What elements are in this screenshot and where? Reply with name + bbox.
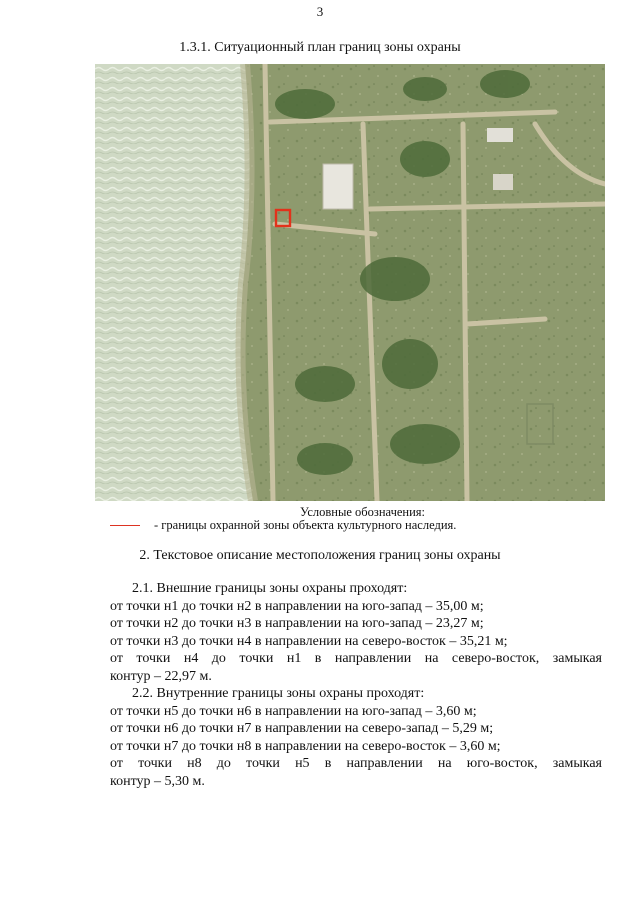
internal-line-tail: контур – 5,30 м. <box>110 773 205 789</box>
internal-line: от точки н8 до точки н5 в направлении на юго-восток, замыкая <box>110 756 602 771</box>
section-title: 1.3.1. Ситуационный план границ зоны охраны <box>179 40 461 55</box>
external-line: от точки н3 до точки н4 в направлении на северо-восток – 35,21 м; <box>110 633 508 649</box>
external-heading: 2.1. Внешние границы зоны охраны проходят: <box>132 581 408 596</box>
internal-heading: 2.2. Внутренние границы зоны охраны проходят: <box>132 686 425 701</box>
legend-entry <box>110 518 456 533</box>
external-line: от точки н4 до точки н1 в направлении на северо-восток, замыкая <box>110 651 602 666</box>
internal-line: от точки н5 до точки н6 в направлении на юго-запад – 3,60 м; <box>110 703 477 719</box>
legend-title: Условные обозначения: <box>300 505 426 519</box>
legend-entry-text: - границы охранной зоны объекта культурного наследия. <box>154 518 457 532</box>
satellite-map <box>95 64 605 501</box>
internal-line: от точки н6 до точки н7 в направлении на северо-запад – 5,29 м; <box>110 721 494 736</box>
satellite-map-image <box>95 64 605 501</box>
page-number: 3 <box>316 4 324 19</box>
description-body <box>110 580 602 790</box>
external-line: от точки н2 до точки н3 в направлении на юго-запад – 23,27 м; <box>110 616 484 631</box>
external-line: от точки н1 до точки н2 в направлении на юго-запад – 35,00 м; <box>110 598 484 614</box>
legend-line-swatch <box>110 525 140 526</box>
internal-line: от точки н7 до точки н8 в направлении на северо-восток – 3,60 м; <box>110 738 501 754</box>
external-line-tail: контур – 22,97 м. <box>110 668 212 684</box>
description-title: 2. Текстовое описание местоположения границ зоны охраны <box>139 548 501 563</box>
